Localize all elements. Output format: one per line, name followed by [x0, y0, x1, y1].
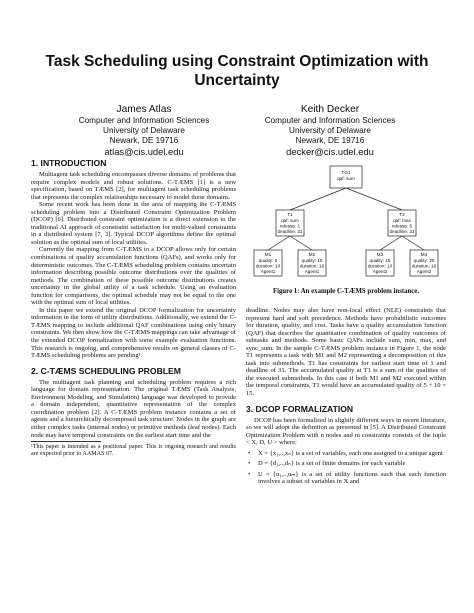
- author-name: Keith Decker: [300, 104, 360, 115]
- author-univ: University of Delaware: [103, 126, 185, 135]
- intro-paragraph: Currently the mapping from C-TÆMS to a DCOP allows only for certain combinations of quality accumulation functions (QAFs), and works only for deterministic outcomes. The C-TÆMS scheduling problem contains uncertain information describing possible outcome distributions over the qualities of methods. The combination of these possible outcome distributions creates uncertainty in the global utility of a task schedule. Using an evaluation function for comparisons, the optimal schedule may not be equal to the one with the optimal sum of local utilities.: [31, 246, 236, 307]
- node-label: deadline: 31: [277, 229, 303, 234]
- node-label: M4: [420, 252, 428, 257]
- node-label: T2: [399, 212, 405, 217]
- author-name: James Atlas: [116, 104, 172, 115]
- list-item-text: D = {d₁,..,dₙ} is a set of finite domains for each variable: [258, 460, 406, 468]
- right-column: [246, 307, 446, 489]
- node-label: quality: 15: [369, 258, 391, 263]
- node-label: deadline: 31: [389, 229, 415, 234]
- node-label: M3: [376, 252, 384, 257]
- ctaems-paragraph: The multiagent task planning and scheduling problem requires a rich language for domain representation. The original TÆMS (Task Analysis, Environment Modeling, and Simulation) language was developed to provide a domain independent, quantitative representation of the complex coordination problem [2]. A C-TÆMS problem instance contains a set of agents and a hierarchically decomposed task structure. Nodes in the graph are either complex tasks (internal nodes) or primitive methods (leaf nodes). Each node may have temporal constraints on the earliest start time and the: [31, 378, 236, 439]
- node-label: duration: 10: [255, 263, 281, 269]
- bullet-icon: •: [248, 460, 251, 468]
- author-city: Newark, DE 19716: [295, 136, 365, 145]
- ctaems-continued-paragraph: deadline. Nodes may also have non-local effect (NLE) constraints that represent hard and soft precedence. Methods have probabilistic outcomes for duration, quality, and cost. Tasks have a quality accumulation function (QAF) that describes the quantitative combination of quality outcomes of subtasks and methods. Some basic QAFs include sum, min, max, and sync_sum. In the sample C-TÆMS problem instance in Figure 1, the node T1 represents a task with M1 and M2 representing a decomposition of this task into submethods. T1 has constraints for earliest start time of 1 and deadline of 31. The accumulated quality at T1 is a sum of the qualities of the executed submethods. In this case if both M1 and M2 executed within the temporal constraints, T1 would have an accumulated quality of 5 + 10 = 15.: [246, 307, 446, 398]
- author-email[interactable]: decker@cis.udel.edu: [286, 146, 374, 157]
- dcop-paragraph: DCOP has been formalized in slightly different ways in recent literature, so we will adopt the definition as presented in [5]. A Distributed Constraint Optimization Problem with n nodes and m constraints consists of the tuple < X, D, U > where:: [246, 416, 446, 447]
- section-heading-introduction: 1. INTRODUCTION: [31, 158, 107, 168]
- node-label: duration: 10: [299, 263, 325, 269]
- list-item: [248, 460, 446, 468]
- node-label: release: 5: [391, 223, 413, 229]
- node-label: qaf: sum: [281, 218, 299, 223]
- list-item-text: X = {x₁,..,xₙ} is a set of variables, each one assigned to a unique agent: [258, 449, 443, 457]
- node-label: quality: 5: [258, 258, 278, 263]
- list-item: [248, 450, 446, 458]
- node-label: Agent2: [372, 269, 388, 274]
- left-column: [31, 158, 236, 458]
- node-label: quality: 10: [301, 258, 323, 263]
- node-label: Agent1: [304, 269, 320, 274]
- node-label: Agent1: [260, 269, 276, 274]
- node-label: TG1: [341, 170, 351, 175]
- list-item: [248, 471, 446, 486]
- bullet-icon: •: [248, 449, 251, 457]
- section-heading-ctaems: 2. C-TÆMS SCHEDULING PROBLEM: [31, 365, 181, 376]
- list-item-text: U = {u₁,..,uₘ} is a set of utility functions such that each function involves a subset of variables in X and: [258, 470, 446, 486]
- author-block-1: [49, 104, 239, 157]
- node-label: M2: [308, 252, 316, 257]
- author-city: Newark, DE 19716: [109, 136, 179, 145]
- node-label: Agent2: [416, 269, 432, 274]
- bullet-icon: •: [248, 470, 251, 478]
- intro-paragraph: Multiagent task scheduling encompasses diverse domains of problems that require complex models and robust solutions. C-TÆMS [1] is a new specification, based on TÆMS [2], for multiagent task scheduling problems that represents the complex relationships necessary to model these domains.: [31, 171, 236, 201]
- author-dept: Computer and Information Sciences: [78, 116, 210, 125]
- node-label: release: 1: [279, 223, 301, 229]
- task-structure-figure: [246, 160, 446, 282]
- author-block-2: [235, 104, 425, 157]
- author-dept: Computer and Information Sciences: [264, 116, 396, 125]
- footnote: ¹This paper is intended as a positional paper. This is ongoing research and results are expected prior to AAMAS 07.: [31, 444, 236, 458]
- section-heading-dcop: 3. DCOP FORMALIZATION: [246, 403, 354, 414]
- paper-title: [40, 52, 434, 90]
- author-univ: University of Delaware: [289, 126, 371, 135]
- node-label: qaf: max: [393, 218, 411, 223]
- node-label: duration: 10: [411, 263, 437, 269]
- title-line-1: Task Scheduling using Constraint Optimization with: [45, 53, 429, 70]
- intro-paragraph: In this paper we extend the original DCOP formalization for uncertainty information in the form of utility distributions. Additionally, we extend the C-TÆMS mapping to include additional QAF combinations using only binary constraints. We then show how the C-TÆMS mappings can take advantage of the extended DCOP formalization with some example evaluation functions. This research is ongoing, and comprehensive results on general classes of C-TÆMS scheduling problems are pending¹.: [31, 306, 236, 360]
- figure-caption: Figure 1: An example C-TÆMS problem instance.: [272, 288, 420, 295]
- author-email[interactable]: atlas@cis.udel.edu: [104, 146, 184, 157]
- node-label: quality: 20: [413, 258, 435, 263]
- title-line-2: Uncertainty: [194, 72, 280, 89]
- node-label: duration: 10: [367, 263, 393, 269]
- footnote-rule: [31, 441, 101, 442]
- node-label: T1: [287, 212, 293, 217]
- intro-paragraph: Some recent work has been done in the area of mapping the C-TÆMS scheduling problem into a Distributed Constraint Optimization Problem (DCOP) [6]. Distributed constraint optimization is a direct extension to the traditional AI approach of constraint satisfaction for multi-valued constraints in a distributed system [7, 3]. Typical DCOP algorithms define the optimal solution as the optimal sum of local utilities.: [31, 201, 236, 246]
- node-label: qaf: sum: [337, 176, 355, 181]
- node-label: M1: [264, 252, 272, 257]
